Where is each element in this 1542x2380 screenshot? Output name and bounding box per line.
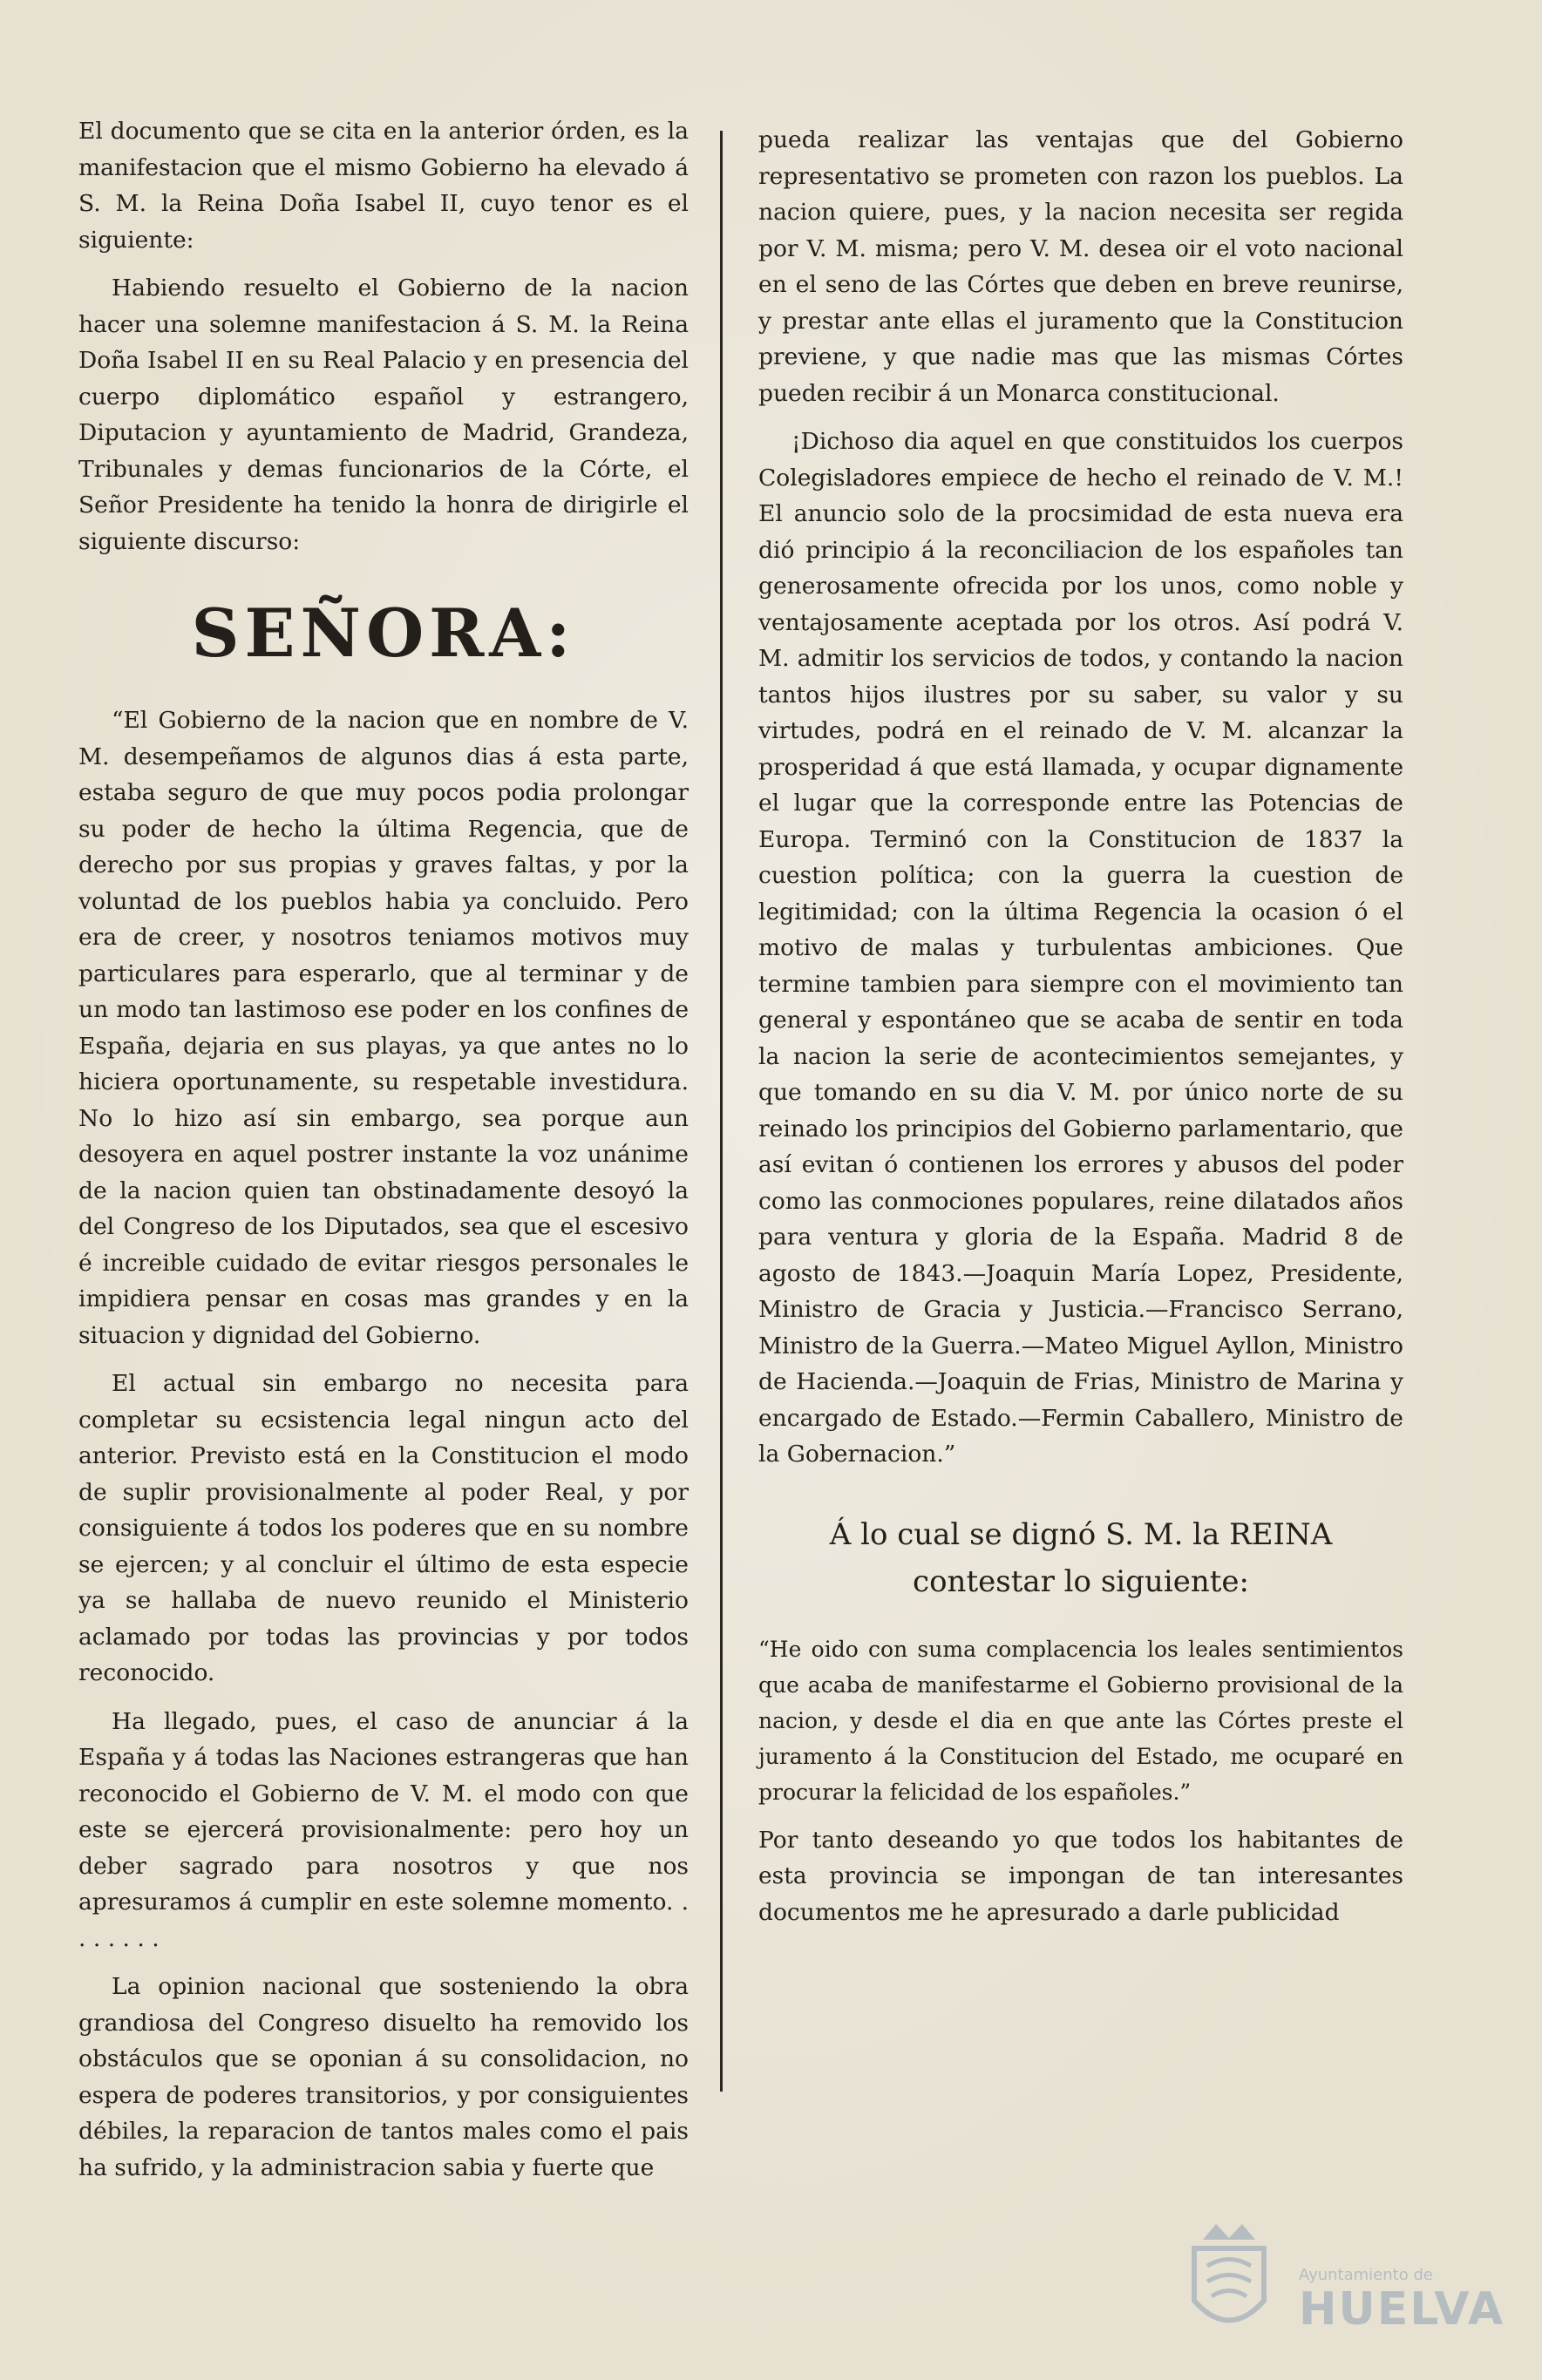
intro-paragraph: El documento que se cita en la anterior órden, es la manifestacion que el mismo Gobierno ha elevado á S. M. la Reina Doña Isabel II, cuyo tenor es el siguiente: (78, 118, 689, 254)
reply-heading (758, 1511, 1403, 1605)
speech-paragraph-1: “El Gobierno de la nacion que en nombre de V. M. desempeñamos de algunos dias á esta parte, estaba seguro de que muy pocos podia prolongar su poder de hecho la última Regencia, que de derecho por sus propias y graves faltas, y por la voluntad de los pueblos habia ya concluido. Pero era de creer, y nosotros teniamos motivos muy particulares para esperarlo, que al terminar y de un modo tan lastimoso ese poder en los confines de España, dejaria en sus playas, ya que antes no lo hiciera oportunamente, su respetable investidura. No lo hizo así sin embargo, sea porque aun desoyera en aquel postrer instante la voz unánime de la nacion quien tan obstinadamente desoyó la del Congreso de los Diputados, sea que el escesivo é increible cuidado de evitar riesgos personales le impidiera pensar en cosas mas grandes y en la situacion y dignidad del Gobierno. (78, 707, 689, 1349)
crest-icon (1177, 2214, 1281, 2344)
speech-paragraph-4: La opinion nacional que sosteniendo la obra grandiosa del Congreso disuelto ha removido los obstáculos que se oponian á su consolidacion, no espera de poderes transitorios, y por consiguientes débiles, la reparacion de tantos males como el pais ha sufrido, y la administracion sabia y fuerte que (78, 1973, 689, 2181)
speech-heading: SEÑORA: (191, 594, 576, 672)
watermark-line-2: HUELVA (1299, 2283, 1505, 2336)
speech-paragraph-3: Ha llegado, pues, el caso de anunciar á la España y á todas las Naciones estrangeras que han reconocido el Gobierno de V. M. el modo con que este se ejercerá provisionalmente: pero hoy un deber sagrado para nosotros y que nos apresuramos á cumplir en este solemne momento. . . . . . . . (78, 1707, 689, 1952)
speech-paragraph-5: pueda realizar las ventajas que del Gobierno representativo se prometen con razon los pueblos. La nacion quiere, pues, y la nacion necesita ser regida por V. M. misma; pero V. M. desea oir el voto nacional en el seno de las Córtes que deben en breve reunirse, y prestar ante ellas el juramento que la Constitucion previene, y que nadie mas que las mismas Córtes pueden recibir á un Monarca constitucional. (758, 126, 1403, 407)
left-column (78, 113, 689, 2198)
reply-heading-line-1: Á lo cual se dignó S. M. la REINA (829, 1516, 1333, 1552)
watermark-logo (1177, 2214, 1505, 2353)
speech-paragraph-2: El actual sin embargo no necesita para completar su ecsistencia legal ningun acto del anterior. Previsto está en la Constitucion el modo de suplir provisionalmente al poder Real, y por consiguiente á todos los poderes que en su nombre se ejercen; y al concluir el último de esta especie ya se hallaba de nuevo reunido el Ministerio aclamado por todas las provincias y por todos reconocido. (78, 1370, 689, 1686)
column-divider (720, 131, 723, 2092)
right-column (758, 122, 1403, 1943)
reply-heading-line-2: contestar lo siguiente: (913, 1563, 1249, 1599)
watermark-line-1: Ayuntamiento de (1299, 2266, 1433, 2284)
preamble-paragraph: Habiendo resuelto el Gobierno de la nacion hacer una solemne manifestacion á S. M. la Reina Doña Isabel II en su Real Palacio y en presencia del cuerpo diplomático español y estrangero, Diputacion y ayuntamiento de Madrid, Grandeza, Tribunales y demas funcionarios de la Córte, el Señor Presidente ha tenido la honra de dirigirle el siguiente discurso: (78, 275, 689, 555)
closing-paragraph: Por tanto deseando yo que todos los habitantes de esta provincia se impongan de tan interesantes documentos me he apresurado a darle publicidad (758, 1826, 1403, 1926)
speech-paragraph-6: ¡Dichoso dia aquel en que constituidos los cuerpos Colegisladores empiece de hecho el reinado de V. M.! El anuncio solo de la procsimidad de esta nueva era dió principio á la reconciliacion de los españoles tan generosamente ofrecida por los unos, como noble y ventajosamente aceptada por los otros. Así podrá V. M. admitir los servicios de todos, y contando la nacion tantos hijos ilustres por su saber, su valor y su virtudes, podrá en el reinado de V. M. alcanzar la prosperidad á que está llamada, y ocupar dignamente el lugar que la corresponde entre las Potencias de Europa. Terminó con la Constitucion de 1837 la cuestion política; con la guerra la cuestion de legitimidad; con la última Regencia la ocasion ó el motivo de malas y turbulentas ambiciones. Que termine tambien para siempre con el movimiento tan general y espontáneo que se acaba de sentir en toda la nacion la serie de acontecimientos semejantes, y que tomando en su dia V. M. por único norte de su reinado los principios del Gobierno parlamentario, que así evitan ó contienen los errores y abusos del poder como las conmociones populares, reine dilatados años para ventura y gloria de la España. Madrid 8 de agosto de 1843.—Joaquin María Lopez, Presidente, Ministro de Gracia y Justicia.—Francisco Serrano, Ministro de la Guerra.—Mateo Miguel Ayllon, Ministro de Hacienda.—Joaquin de Frias, Ministro de Marina y encargado de Estado.—Fermin Caballero, Ministro de la Gobernacion.” (758, 428, 1403, 1468)
queen-reply: “He oido con suma complacencia los leales sentimientos que acaba de manifestarme el Gobierno provisional de la nacion, y desde el dia en que ante las Córtes preste el juramento á la Constitucion del Estado, me ocuparé en procurar la felicidad de los españoles.” (758, 1636, 1403, 1805)
